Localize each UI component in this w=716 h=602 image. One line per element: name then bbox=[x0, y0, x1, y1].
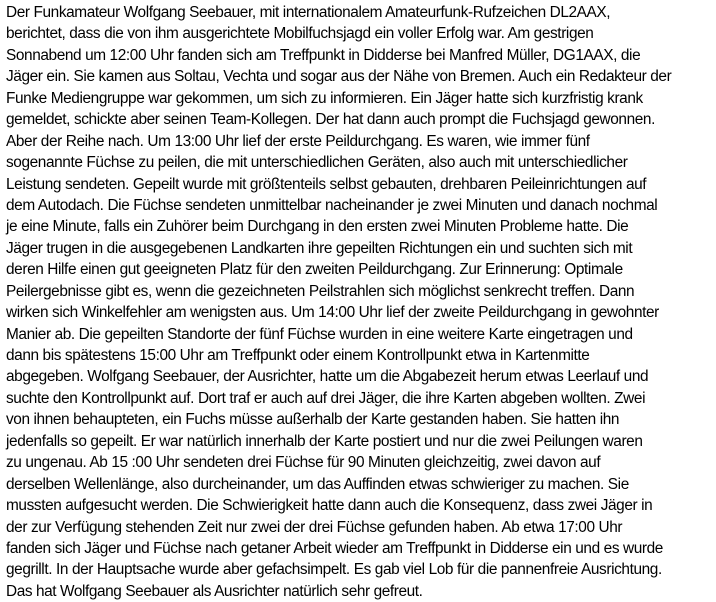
text-line: Aber der Reihe nach. Um 13:00 Uhr lief der erste Peildurchgang. Es waren, wie immer fünf bbox=[6, 132, 590, 150]
text-line: Sonnabend um 12:00 Uhr fanden sich am Treffpunkt in Didderse bei Manfred Müller, DG1AAX, die bbox=[6, 46, 641, 64]
text-line: mussten aufgesucht werden. Die Schwierigkeit hatte dann auch die Konsequenz, dass zwei Jäger in bbox=[6, 497, 653, 515]
text-line: gemeldet, schickte aber seinen Team-Kollegen. Der hat dann auch prompt die Fuchsjagd gewonnen. bbox=[6, 111, 655, 129]
text-line: Jäger ein. Sie kamen aus Soltau, Vechta und sogar aus der Nähe von Bremen. Auch ein Redakteur der bbox=[6, 68, 672, 86]
text-line: deren Hilfe einen gut geeigneten Platz für den zweiten Peildurchgang. Zur Erinnerung: Optimale bbox=[6, 261, 623, 279]
text-line: Peilergebnisse gibt es, wenn die gezeichneten Peilstrahlen sich möglichst senkrecht treffen. Dann bbox=[6, 282, 635, 300]
text-line: derselben Wellenlänge, also durcheinander, um das Auffinden etwas schwieriger zu machen. Sie bbox=[6, 475, 629, 493]
text-line: abgegeben. Wolfgang Seebauer, der Ausrichter, hatte um die Abgabezeit herum etwas Leerlauf und bbox=[6, 368, 649, 386]
text-line: dann bis spätestens 15:00 Uhr am Treffpunkt oder einem Kontrollpunkt etwa in Kartenmitte bbox=[6, 347, 590, 364]
text-line: Leistung sendeten. Gepeilt wurde mit größtenteils selbst gebauten, drehbaren Peileinrichtungen auf bbox=[6, 175, 647, 193]
text-line: Manier ab. Die gepeilten Standorte der fünf Füchse wurden in eine weitere Karte eingetragen und bbox=[6, 325, 633, 343]
text-line: Der Funkamateur Wolfgang Seebauer, mit internationalem Amateurfunk-Rufzeichen DL2AAX, bbox=[6, 4, 611, 21]
text-line: gegrillt. In der Hauptsache wurde aber gefachsimpelt. Es gab viel Lob für die pannenfreie Ausrichtung. bbox=[6, 561, 662, 579]
text-line: dem Autodach. Die Füchse sendeten unmittelbar nacheinander je zwei Minuten und danach nochmal bbox=[6, 196, 658, 214]
text-line: von ihnen behaupteten, ein Fuchs müsse außerhalb der Karte gestanden haben. Sie hatten ihn bbox=[6, 411, 620, 429]
text-line: fanden sich Jäger und Füchse nach getaner Arbeit wieder am Treffpunkt in Didderse ein und es wurde bbox=[6, 539, 663, 557]
text-line: der zur Verfügung stehenden Zeit nur zwei der drei Füchse gefunden haben. Ab etwa 17:00 Uhr bbox=[6, 518, 623, 536]
text-line: sogenannte Füchse zu peilen, die mit unterschiedlichen Geräten, also auch mit unterschiedlicher bbox=[6, 154, 628, 172]
text-line: jedenfalls so gepeilt. Er war natürlich innerhalb der Karte postiert und nur die zwei Peilungen waren bbox=[6, 432, 643, 450]
text-line: berichtet, dass die von ihm ausgerichtete Mobilfuchsjagd ein voller Erfolg war. Am gestrigen bbox=[6, 25, 594, 43]
article-body bbox=[6, 2, 716, 602]
text-line: Funke Mediengruppe war gekommen, um sich zu informieren. Ein Jäger hatte sich kurzfristig krank bbox=[6, 89, 643, 107]
text-line: Das hat Wolfgang Seebauer als Ausrichter natürlich sehr gefreut. bbox=[6, 582, 423, 600]
text-line: wirken sich Winkelfehler am wenigsten aus. Um 14:00 Uhr lief der zweite Peildurchgang in gewohnter bbox=[6, 304, 659, 322]
text-line: suchte den Kontrollpunkt auf. Dort traf er auch auf drei Jäger, die ihre Karten abgeben wollten. Zwei bbox=[6, 389, 646, 407]
text-line: Jäger trugen in die ausgegebenen Landkarten ihre gepeilten Richtungen ein und suchten sich mit bbox=[6, 239, 633, 257]
text-line: zu ungenau. Ab 15 :00 Uhr sendeten drei Füchse für 90 Minuten gleichzeitig, zwei davon auf bbox=[6, 454, 601, 472]
text-line: je eine Minute, falls ein Zuhörer beim Durchgang in den ersten zwei Minuten Probleme hatte. Die bbox=[6, 218, 629, 236]
